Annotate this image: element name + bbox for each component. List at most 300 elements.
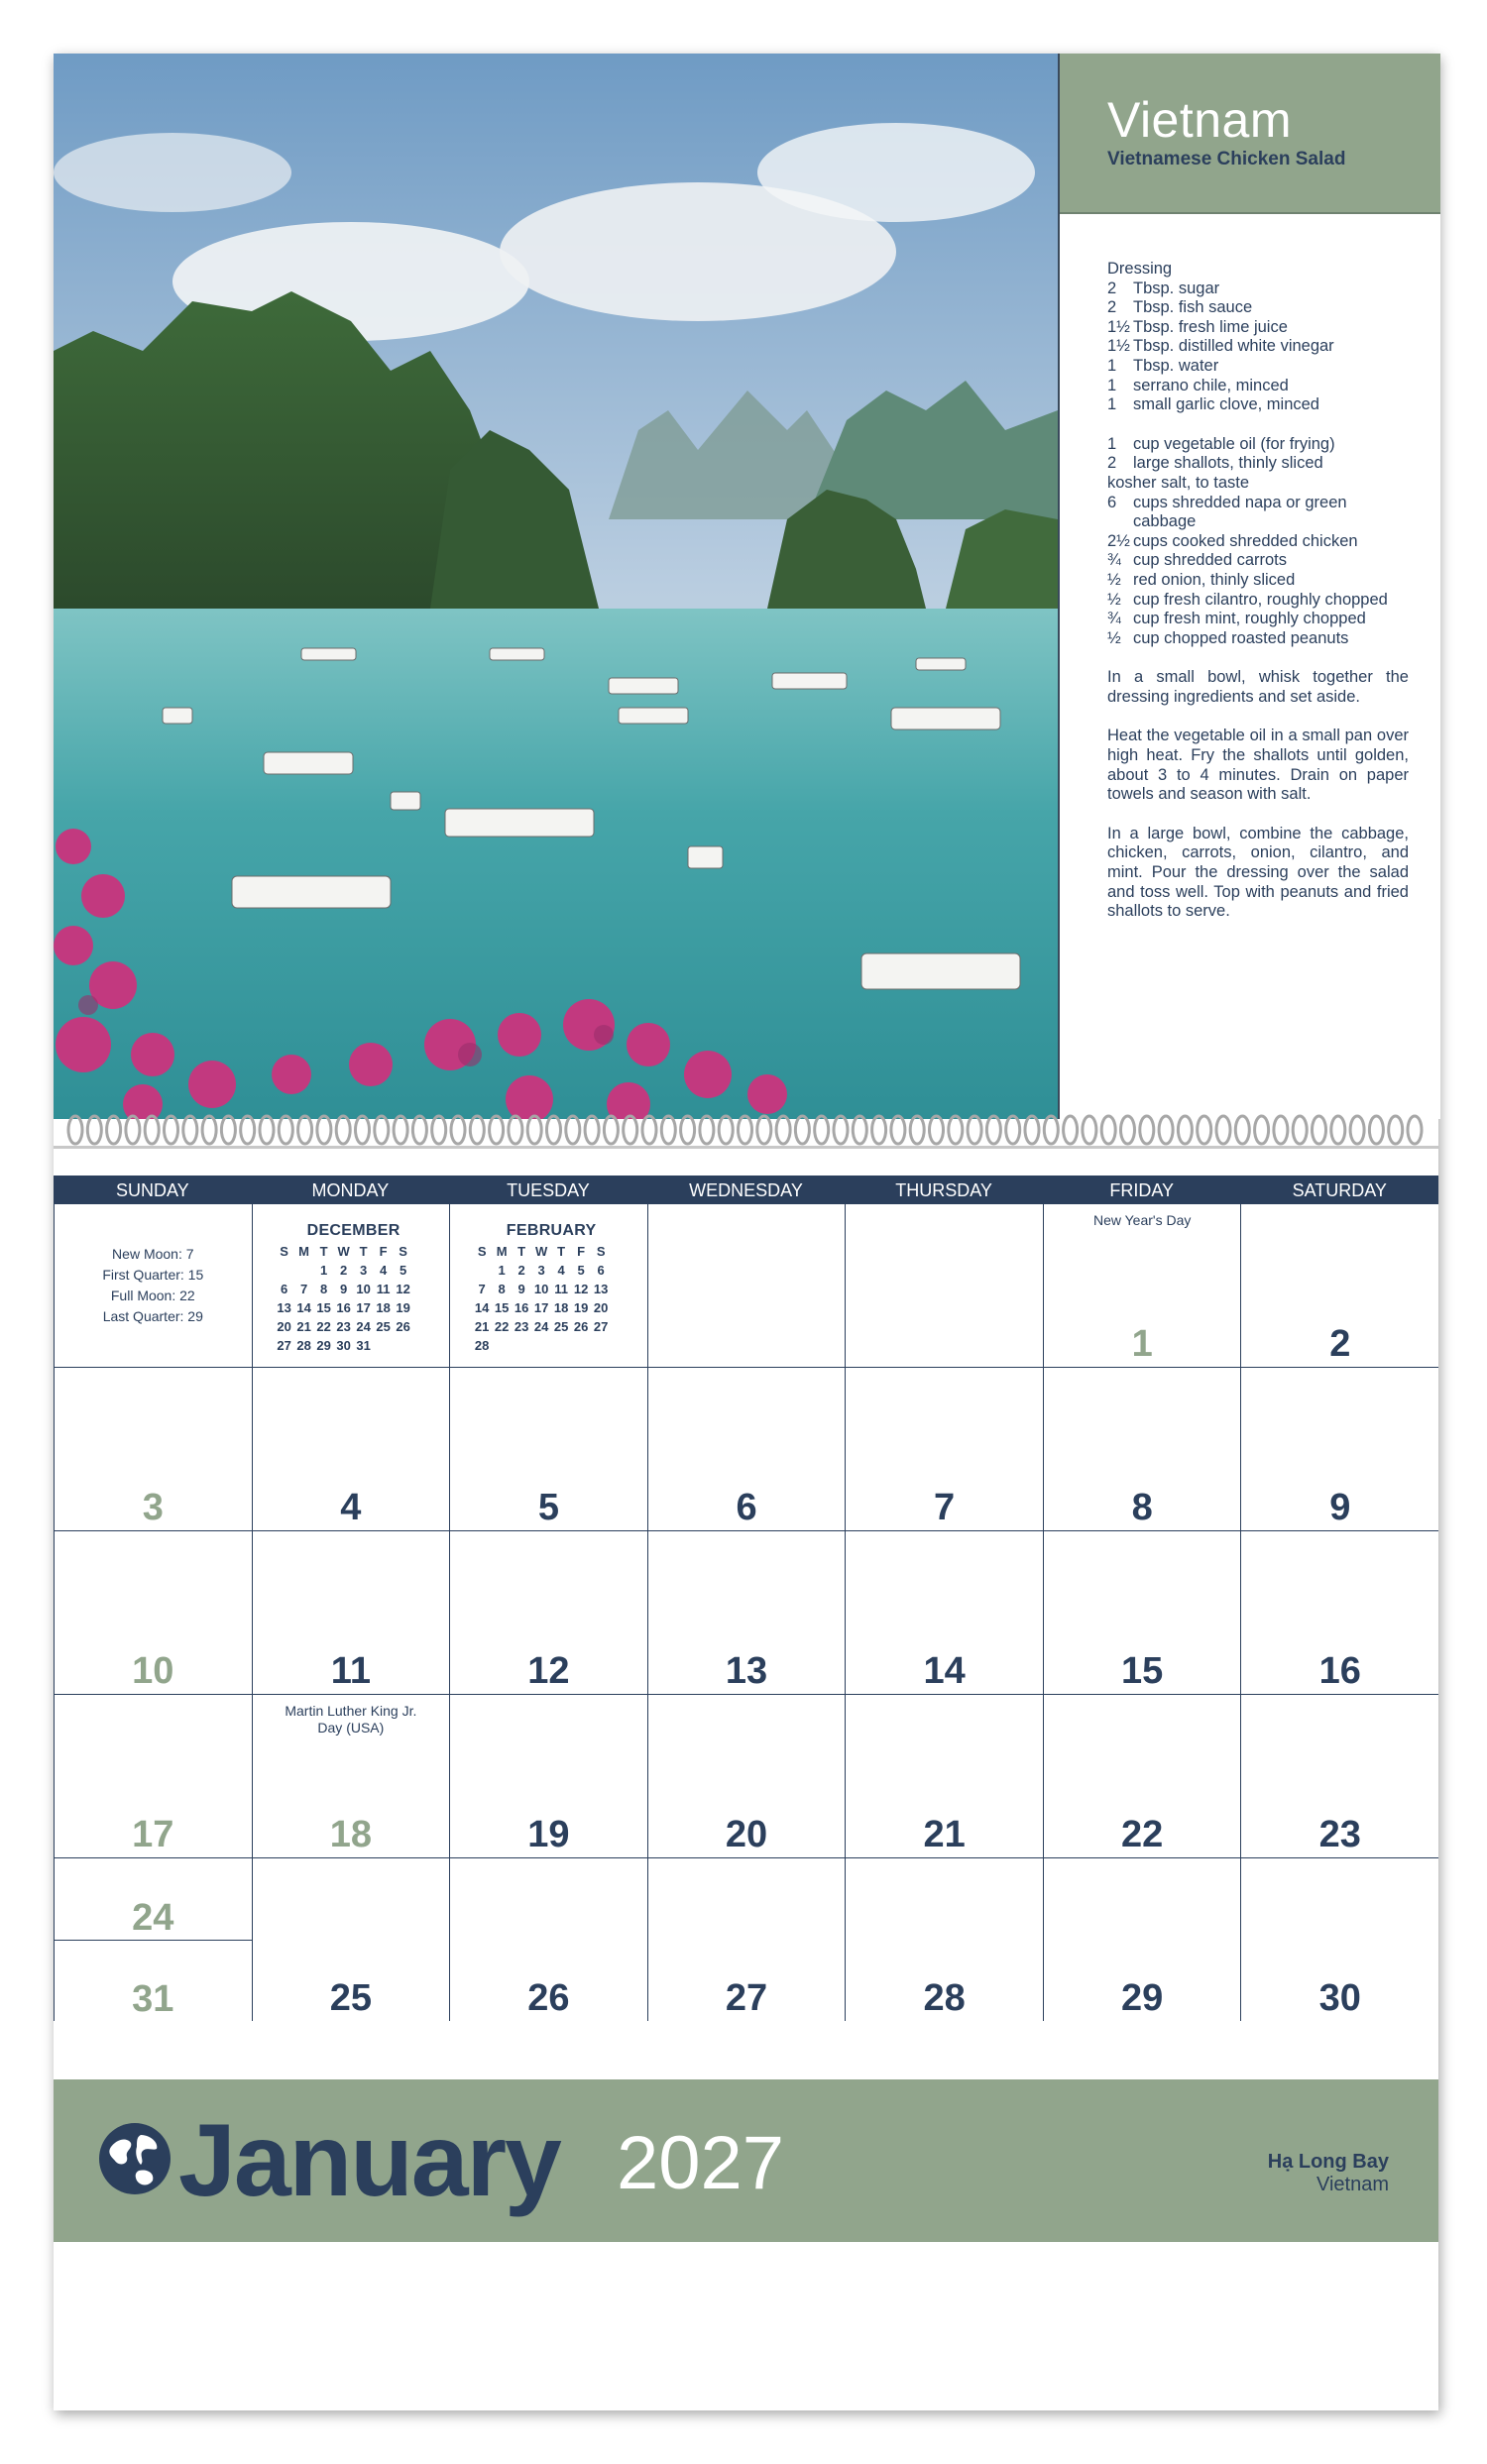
date-number: 24 [132,1896,174,1939]
spiral-coil [260,1116,274,1144]
week-row [55,1368,1438,1531]
ingredient-text: kosher salt, to taste [1107,473,1250,492]
ingredient-text: cup vegetable oil (for frying) [1133,434,1335,453]
weekday-wednesday: WEDNESDAY [689,1180,803,1200]
day-cell-17 [55,1695,253,1857]
day-cell-24-31 [55,1858,253,2021]
moon-phase: Last Quarter: 29 [102,1308,203,1324]
date-number: 1 [1131,1323,1153,1365]
ingredient-text: Tbsp. fish sauce [1133,298,1253,317]
spiral-coil [1350,1116,1364,1144]
date-number: 12 [527,1650,570,1692]
mini-calendar-row [472,1280,630,1298]
date-number: 30 [1318,1977,1361,2019]
mini-calendar-date: 15 [316,1300,331,1315]
mini-calendar-date [531,1336,551,1355]
spiral-coil [1178,1116,1192,1144]
ingredient-quantity: 1½ [1107,317,1130,336]
ingredient-quantity: ¾ [1107,551,1121,570]
spiral-coil [1083,1116,1096,1144]
ingredient-quantity: 1 [1107,356,1117,375]
spiral-coil [221,1116,235,1144]
mini-calendar-date: 7 [299,1282,308,1296]
day-cell-11 [253,1531,451,1694]
date-number: 29 [1121,1977,1164,2019]
mini-calendar-row [275,1242,433,1261]
spiral-coil [375,1116,389,1144]
spiral-coil [1044,1116,1058,1144]
mini-calendar-date: 29 [316,1338,331,1353]
day-cell-27 [648,1858,847,2021]
spiral-coil [930,1116,944,1144]
day-cell-13 [648,1531,847,1694]
ingredient-text: cups cooked shredded chicken [1133,531,1358,550]
ingredient-row [1107,318,1409,338]
date-number: 18 [329,1814,372,1855]
date-number: 10 [132,1650,174,1692]
weeks [54,1204,1438,2021]
globe-icon [97,2121,172,2196]
mini-calendar-weekday: T [517,1244,526,1259]
spiral-coil [968,1116,981,1144]
mini-calendar-weekday: T [359,1244,368,1259]
mini-calendar-february [472,1222,630,1355]
mini-calendar-date: 11 [376,1282,391,1296]
weekday-tuesday: TUESDAY [507,1180,590,1200]
date-number: 5 [537,1487,560,1528]
spiral-coil [1274,1116,1288,1144]
day-cell-22 [1044,1695,1242,1857]
ingredient-quantity: ½ [1107,570,1121,589]
mini-calendar-date: 20 [593,1300,609,1315]
mini-calendar-title: FEBRUARY [506,1222,597,1239]
recipe-step: Heat the vegetable oil in a small pan over high heat. Fry the shallots until golden, about 3 to 4 minutes. Drain on paper towels and season with salt. [1107,727,1409,804]
section-label: Dressing [1107,260,1173,278]
spiral-coil [719,1116,733,1144]
mini-calendar-date: 13 [277,1300,291,1315]
spiral-coil [834,1116,848,1144]
spiral-coil [1198,1116,1211,1144]
ingredient-text: cup fresh cilantro, roughly chopped [1133,590,1388,609]
spiral-coil [336,1116,350,1144]
day-cell-26 [450,1858,648,2021]
spiral-coil [1025,1116,1039,1144]
date-number: 19 [527,1814,570,1855]
day-cell-24 [55,1858,252,1941]
mini-calendar-date: 9 [517,1282,525,1296]
ingredient-quantity: 1 [1107,376,1117,394]
mini-calendar-weekday: T [319,1244,328,1259]
mini-calendar-date: 14 [296,1300,311,1315]
mini-calendar-weekday: T [557,1244,566,1259]
ingredient-row [1107,532,1409,552]
mini-calendar-date: 4 [379,1263,388,1278]
day-cell-3 [55,1368,253,1530]
spiral-coil [87,1116,101,1144]
mini-calendar-date: 28 [474,1338,490,1353]
spiral-coil [1389,1116,1403,1144]
spiral-coil [394,1116,407,1144]
spiral-coil [681,1116,695,1144]
mini-calendar-date: 17 [356,1300,371,1315]
mini-calendar-december-cell [253,1204,451,1367]
ingredient-text: red onion, thinly sliced [1133,570,1296,589]
ingredient-text: Tbsp. distilled white vinegar [1133,337,1334,356]
mini-calendar-date: 31 [356,1338,371,1353]
ingredient-row [1107,395,1409,415]
ingredient-row [1107,494,1409,532]
mini-calendar-date: 13 [593,1282,609,1296]
mini-calendar-weekday: W [535,1244,548,1259]
mini-calendar-date: 12 [573,1282,589,1296]
spiral-coil [509,1116,522,1144]
mini-calendar-date: 1 [319,1263,328,1278]
date-number: 2 [1329,1323,1351,1365]
ingredient-row [1107,435,1409,455]
spiral-coil [1293,1116,1307,1144]
mini-calendar-date: 10 [356,1282,371,1296]
spiral-coil [949,1116,963,1144]
ingredient-row [1107,337,1409,357]
recipe-header [1060,54,1440,214]
date-number: 15 [1121,1650,1164,1692]
weekday-header [54,1176,1438,1204]
date-number: 21 [923,1814,966,1855]
mini-calendar-row [472,1242,630,1261]
day-cell-8 [1044,1368,1242,1530]
date-number: 3 [142,1487,164,1528]
ingredient-row [1107,377,1409,396]
mini-calendar-december [275,1222,433,1355]
mini-calendar-date: 26 [573,1319,589,1334]
date-number: 4 [340,1487,362,1528]
spiral-coil [700,1116,714,1144]
mini-calendar-date: 16 [514,1300,529,1315]
ingredient-quantity: ½ [1107,590,1121,609]
spiral-coil [604,1116,618,1144]
recipe-country: Vietnam [1107,92,1293,148]
calendar-grid [54,1176,1438,2021]
ingredient-text: serrano chile, minced [1133,376,1289,394]
mini-calendar-date [394,1336,413,1355]
ingredient-row [1107,571,1409,591]
mini-calendar-date [492,1336,512,1355]
mini-calendar-date: 6 [280,1282,288,1296]
month-banner [54,2079,1438,2242]
calendar-page [54,54,1438,2410]
mini-calendar-date: 2 [517,1263,525,1278]
mini-calendar-row [472,1336,630,1355]
mini-calendar-date: 4 [557,1263,565,1278]
ingredient-text: cup fresh mint, roughly chopped [1133,610,1366,628]
mini-calendar-date: 7 [478,1282,486,1296]
spiral-coil [107,1116,121,1144]
mini-calendar-date [472,1261,492,1280]
spiral-coil [757,1116,771,1144]
ingredient-quantity: 1 [1107,395,1117,414]
moon-phases [55,1244,252,1327]
mini-calendar-date [571,1336,591,1355]
date-number: 11 [330,1650,371,1692]
week-row [55,1695,1438,1858]
ingredient-text: Tbsp. fresh lime juice [1133,317,1288,336]
ingredient-text: cups shredded napa or green cabbage [1133,493,1347,531]
moon-phases-cell [55,1204,253,1367]
recipe-body [1107,260,1409,922]
mini-calendar-date: 14 [474,1300,490,1315]
mini-calendar-row [275,1280,433,1298]
day-cell-20 [648,1695,847,1857]
spiral-coil [872,1116,886,1144]
spiral-coil [1101,1116,1115,1144]
weekday-saturday: SATURDAY [1292,1180,1387,1200]
mini-calendar-row [275,1261,433,1280]
photo-location: Hạ Long Bay [1267,2151,1389,2173]
day-cell-7 [846,1368,1044,1530]
mini-calendar-date [294,1261,314,1280]
mini-calendar-date: 3 [359,1263,368,1278]
ingredient-quantity: ½ [1107,628,1121,647]
ingredient-quantity: 2 [1107,298,1117,317]
day-cell-2 [1241,1204,1438,1367]
ingredient-row [1107,591,1409,611]
day-cell-6 [648,1368,847,1530]
date-number: 23 [1318,1814,1361,1855]
mini-calendar-date: 20 [277,1319,291,1334]
day-cell-19 [450,1695,648,1857]
mini-calendar-date: 28 [296,1338,311,1353]
spiral-coil [202,1116,216,1144]
ingredient-quantity: 6 [1107,493,1117,511]
spiral-coil [412,1116,426,1144]
mini-calendar-date: 18 [553,1300,569,1315]
mini-calendar-date: 25 [376,1319,391,1334]
date-number: 28 [923,1977,966,2019]
spiral-coil [1235,1116,1249,1144]
day-cell-1 [1044,1204,1242,1367]
mini-calendar-february-cell [450,1204,648,1367]
date-number: 9 [1329,1487,1351,1528]
spiral-coil [1064,1116,1078,1144]
ingredient-quantity: ¾ [1107,610,1121,628]
spiral-coil [661,1116,675,1144]
mini-calendar-date: 27 [593,1319,609,1334]
ingredient-text: cup shredded carrots [1133,551,1288,570]
mini-calendar-row [472,1298,630,1317]
mini-calendar-row [275,1298,433,1317]
year: 2027 [617,2121,785,2205]
month-name: January [178,2103,560,2218]
mini-calendar-weekday: S [477,1244,487,1259]
day-cell-23 [1241,1695,1438,1857]
mini-calendar-date: 5 [399,1263,407,1278]
day-cell-5 [450,1368,648,1530]
mini-calendar-date: 30 [336,1338,351,1353]
day-cell-9 [1241,1368,1438,1530]
mini-calendar-weekday: M [298,1244,309,1259]
mini-calendar-date: 16 [336,1300,351,1315]
weekday-friday: FRIDAY [1109,1180,1175,1200]
ingredient-row [1107,280,1409,299]
spiral-coil [279,1116,292,1144]
day-cell-empty [846,1204,1044,1367]
mini-calendar-date: 6 [597,1263,605,1278]
spiral-coil [145,1116,159,1144]
mini-calendar-title: DECEMBER [306,1222,400,1239]
mini-calendar-row [472,1261,630,1280]
mini-calendar-weekday: S [280,1244,288,1259]
mini-calendar-date: 23 [336,1319,351,1334]
ingredient-text: large shallots, thinly sliced [1133,454,1323,473]
mini-calendar-date: 24 [533,1319,549,1334]
date-number: 26 [527,1977,570,2019]
day-cell-16 [1241,1531,1438,1694]
spiral-coil [1369,1116,1383,1144]
spiral-coil [356,1116,370,1144]
ingredient-row [1107,298,1409,318]
ingredient-text: Tbsp. sugar [1133,279,1220,297]
holiday-label: New Year's Day [1092,1212,1192,1228]
mini-calendar-date: 22 [494,1319,510,1334]
mini-calendar-weekday: W [337,1244,350,1259]
mini-calendar-date: 12 [396,1282,410,1296]
spiral-coil [241,1116,255,1144]
mini-calendar-date: 8 [498,1282,506,1296]
ingredient-quantity: 1½ [1107,337,1130,356]
spiral-coil [1121,1116,1135,1144]
recipe-panel [1058,54,1440,1119]
salad-ingredients [1107,435,1409,649]
spiral-coil [795,1116,809,1144]
mini-calendar-date: 11 [554,1282,569,1296]
day-cell-empty [648,1204,847,1367]
day-cell-21 [846,1695,1044,1857]
mini-calendar-date: 21 [474,1319,490,1334]
mini-calendar-date: 22 [316,1319,331,1334]
ingredient-text: cup chopped roasted peanuts [1133,628,1349,647]
moon-phase: New Moon: 7 [112,1246,194,1262]
date-number: 6 [736,1487,757,1528]
mini-calendar-date: 21 [296,1319,311,1334]
recipe-step: In a large bowl, combine the cabbage, chicken, carrots, onion, cilantro, and mint. Pour the dressing over the salad and toss well. Top with peanuts and fried shallots to serve. [1107,824,1409,921]
ingredient-quantity: 2 [1107,279,1117,297]
mini-calendar-date: 3 [537,1263,545,1278]
spiral-coil [585,1116,599,1144]
spiral-coil [853,1116,866,1144]
date-number: 14 [923,1650,966,1692]
spiral-coil [776,1116,790,1144]
spiral-coil [490,1116,504,1144]
mini-calendar-date [551,1336,571,1355]
spiral-coil [1408,1116,1422,1144]
mini-calendar-date: 15 [494,1300,510,1315]
week-row [55,1858,1438,2021]
day-cell-4 [253,1368,451,1530]
mini-calendar-date: 25 [553,1319,569,1334]
spiral-coil [1140,1116,1154,1144]
day-cell-12 [450,1531,648,1694]
day-cell-28 [846,1858,1044,2021]
mini-calendar-date: 18 [376,1300,391,1315]
date-number: 27 [725,1977,768,2019]
mini-calendar-date: 26 [396,1319,410,1334]
spiral-coil [432,1116,446,1144]
mini-calendar-weekday: M [496,1244,508,1259]
moon-phase: Full Moon: 22 [110,1288,195,1303]
spiral-coil [527,1116,541,1144]
spiral-coil [910,1116,924,1144]
mini-calendar-date: 24 [356,1319,371,1334]
date-number: 7 [934,1487,956,1528]
spiral-coil [298,1116,312,1144]
spiral-coil [1331,1116,1345,1144]
spiral-coil [165,1116,178,1144]
mini-calendar-date [275,1261,294,1280]
mini-calendar-row [275,1317,433,1336]
spiral-coil [815,1116,829,1144]
mini-calendar-date: 9 [339,1282,348,1296]
mini-calendar-date: 5 [577,1263,585,1278]
day-cell-15 [1044,1531,1242,1694]
recipe-step: In a small bowl, whisk together the dressing ingredients and set aside. [1107,668,1409,706]
weekday-thursday: THURSDAY [895,1180,992,1200]
date-number: 17 [132,1814,174,1855]
ingredient-text: Tbsp. water [1133,356,1219,375]
spiral-coil [183,1116,197,1144]
ingredient-quantity: 2½ [1107,531,1130,550]
mini-calendar-weekday: S [399,1244,407,1259]
date-number: 25 [329,1977,372,2019]
date-number: 31 [132,1978,174,2020]
day-cell-18 [253,1695,451,1857]
spiral-coil [642,1116,656,1144]
mini-calendar-date: 23 [514,1319,529,1334]
weekday-sunday: SUNDAY [115,1180,189,1200]
mini-calendar-date: 27 [277,1338,291,1353]
spiral-coil [1255,1116,1269,1144]
mini-calendar-row [275,1336,433,1355]
date-number: 8 [1131,1487,1153,1528]
mini-calendar-date: 1 [498,1263,506,1278]
spiral-coil [566,1116,580,1144]
spiral-coil [891,1116,905,1144]
spiral-coil [317,1116,331,1144]
day-cell-29 [1044,1858,1242,2021]
recipe-title: Vietnamese Chicken Salad [1107,149,1346,169]
spiral-coil [986,1116,1000,1144]
day-cell-25 [253,1858,451,2021]
date-number: 22 [1121,1814,1164,1855]
ingredient-row [1107,357,1409,377]
moon-phase: First Quarter: 15 [102,1267,204,1283]
mini-calendar-date: 19 [396,1300,410,1315]
ingredient-quantity: 1 [1107,434,1117,453]
spiral-coil [739,1116,752,1144]
day-cell-30 [1241,1858,1438,2021]
ingredient-row [1107,474,1409,494]
holiday-label: Martin Luther King Jr. Day (USA) [285,1703,417,1736]
spiral-coil [126,1116,140,1144]
mini-calendar-weekday: F [577,1244,586,1259]
spiral-coil [1159,1116,1173,1144]
spiral-coil [624,1116,637,1144]
mini-calendar-row [472,1317,630,1336]
spiral-coil [1216,1116,1230,1144]
day-cell-31 [55,1941,252,2022]
mini-calendar-date: 8 [319,1282,328,1296]
mini-calendar-weekday: S [596,1244,606,1259]
mini-calendar-date [591,1336,611,1355]
